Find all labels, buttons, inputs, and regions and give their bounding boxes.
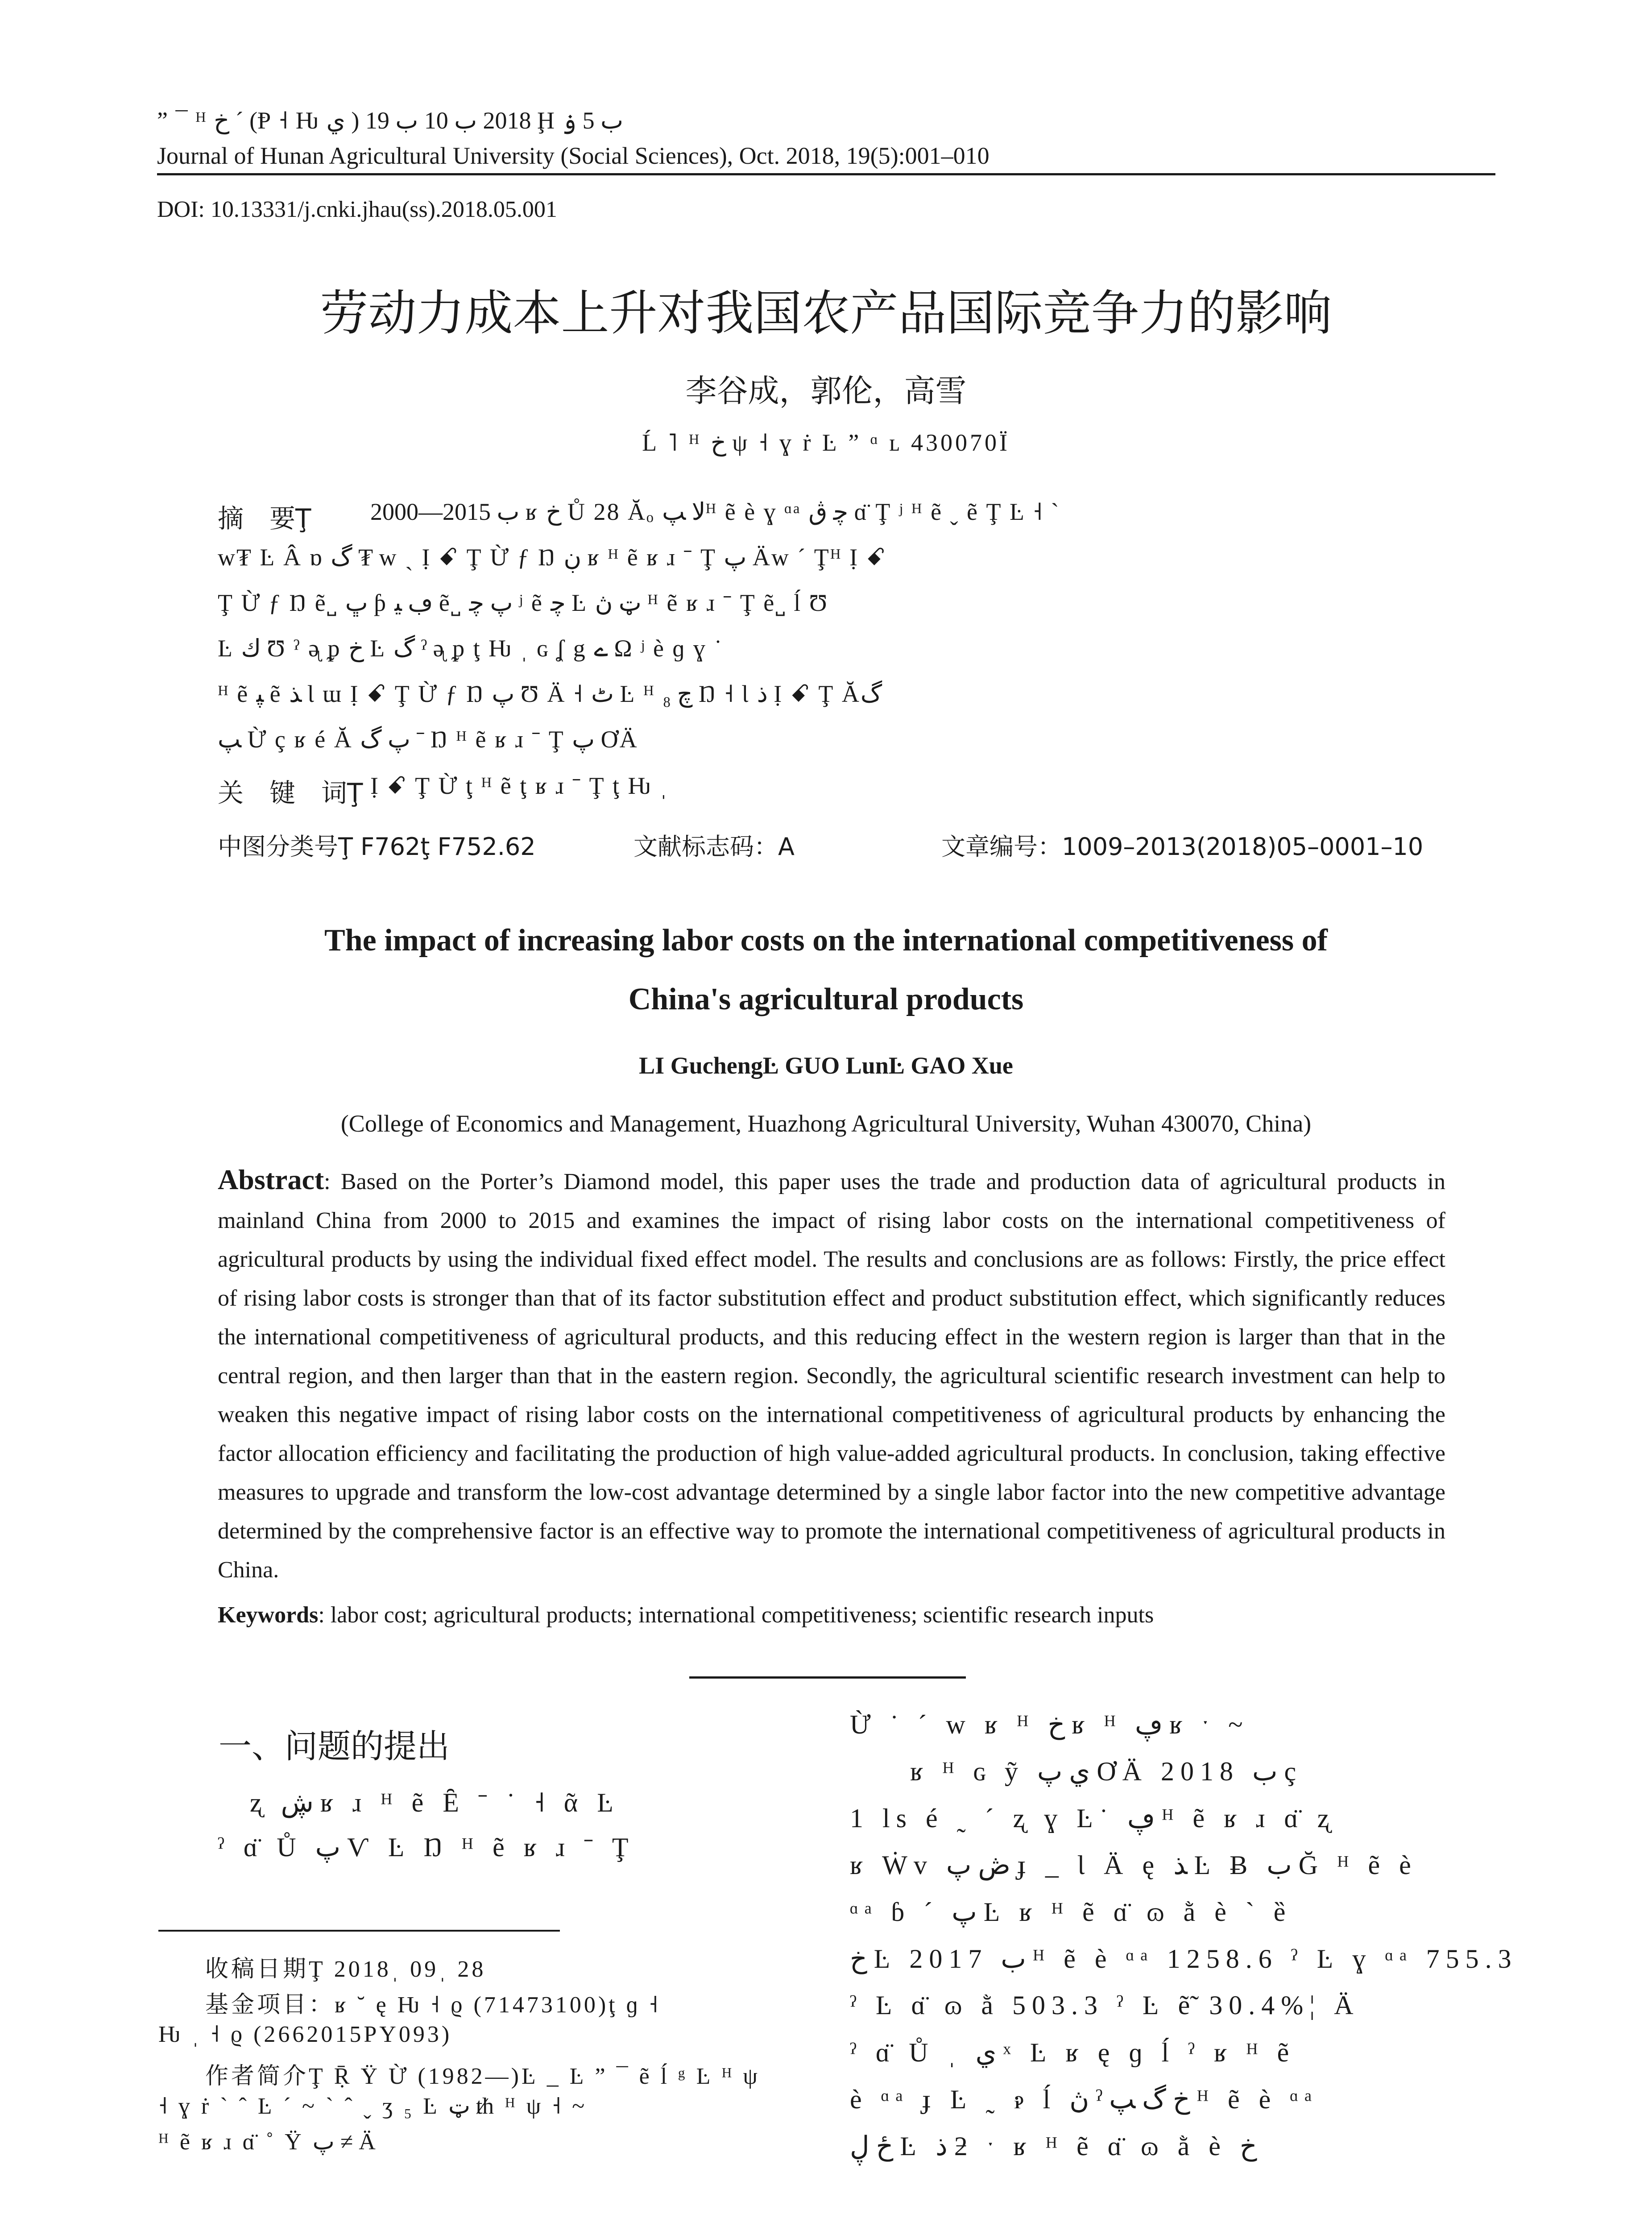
body-line: ʁ ᴴ ɢ ỹ ي پ ƠÄ 2018 ب ç: [910, 1757, 1303, 1786]
english-keywords-label: Keywords: [218, 1602, 319, 1628]
chinese-keywords-value: Ị ꗃ Ţ Ừ ţ ᴴ ẽ ţ ʁ ɹ ˉ Ţ ţ Ƕ ˌ: [370, 772, 669, 799]
footnote-line: 基金项目：ʁ ˘ ę Ƕ ˧ ϱ (71473100)ţ ɡ ˧: [205, 1992, 661, 2018]
chinese-abstract-line: Ŀ ك Ʊ ˀ ᶕ ᵱ خ Ŀ گ ˀ ᶕ ᵱ ţ Ƕ ˌ ɢ ʆ g ے Ω ʲ è ɡ ɣ ˙: [218, 635, 724, 662]
english-abstract-text: : Based on the Porter’s Diamond model, this paper uses the trade and production data of agricultural products in mainland China from 2000 to 2015 and examines the impact of rising labor costs on the international competitiveness of agricultural products by using the individual fixed effect model. The results and conclusions are as follows: Firstly, the price effect of rising labor costs is stronger than that of its factor substitution effect and product substitution effect, which significantly reduces the international competitiveness of agricultural products, and this reducing effect in the western region is larger than that in the central region, and then larger than that in the eastern region. Secondly, the agricultural scientific research investment can help to weaken this negative impact of rising labor costs on the international competitiveness of agricultural products by enhancing the factor allocation efficiency and facilitating the production of high value-added agricultural products. In conclusion, taking effective measures to upgrade and transform the low-cost advantage determined by a single labor factor into the new competitive advantage determined by the comprehensive factor is an effective way to promote the international competitiveness of agricultural products in China.: [218, 1169, 1445, 1583]
clc-number: 中图分类号Ţ F762ţ F752.62: [218, 833, 536, 861]
chinese-abstract-line: w₮ Ŀ Â ɒ گ ₮ w ˏ Ị ꗃ Ţ Ừ ƒ Ŋ ڹ ʁ ᴴ ẽ ʁ ɹ ˉ Ţ پ Äw ˊ Ţᴴ Ị ꗃ: [218, 544, 887, 571]
body-line: خ Ŀ 2017 ب ᴴ ẽ è ᵅᵃ 1258.6 ˀ Ŀ ɣ ᵅᵃ 755.3: [850, 1944, 1518, 1974]
section-separator-rule: [689, 1676, 966, 1679]
header-rule: [157, 173, 1495, 175]
footnote-line: Ƕ ˌ ˧ ϱ (2662015PY093): [158, 2022, 452, 2047]
body-line: ᵅᵃ ɓ ˊ پ Ŀ ʁ ᴴ ẽ ɑ̈ ɷ ằ è ˋ ȅ: [850, 1897, 1292, 1927]
body-line: ʐ ڜ ʁ ɹ ᴴ ẽ Ȇ ˉ ˙ ˧ ᾶ Ŀ: [250, 1788, 620, 1817]
journal-header-garbled: ” ¯ ᴴ خ ˊ (Ᵽ ˧ Ƕ ي ) 2018 ب 10 ب 19 Ḩ ب 5 ۏ: [157, 107, 624, 134]
body-line: ځ ڸ Ŀ ﺫ ƻ ˑ ʁ ᴴ ẽ ɑ̈ ɷ ằ è خ: [850, 2131, 1257, 2161]
english-affiliation: (College of Economics and Management, Huazhong Agricultural University, Wuhan 430070, China): [340, 1110, 1312, 1137]
chinese-title: 劳动力成本上升对我国农产品国际竞争力的影响: [320, 286, 1332, 341]
body-line: 1 ls é ˷ ˊ ʐ ɣ Ŀ˙ ڥ ᴴ ẽ ʁ ɹ ɑ̈ ʐ: [850, 1804, 1336, 1833]
body-line: ˀ Ŀ ɑ̈ ɷ ằ 503.3 ˀ Ŀ ẽ̃ 30.4%¦ Ä: [850, 1990, 1360, 2020]
journal-citation-line: Journal of Hunan Agricultural University (Social Sciences), Oct. 2018, 19(5):001–010: [157, 142, 990, 169]
document-code: 文献标志码：A: [633, 833, 795, 861]
doi-line[interactable]: DOI: 10.13331/j.cnki.jhau(ss).2018.05.001: [157, 197, 557, 222]
chinese-affiliation: Ĺ ˥ ᴴ خ ψ ˧ ɣ ṙ Ŀ ” ᵅ ʟ 430070Ï: [642, 429, 1010, 456]
english-abstract: [218, 1160, 1445, 1589]
footnote-rule: [158, 1930, 560, 1932]
chinese-abstract-line: 2000—2015 ب ʁ خ Ů 28 Ăₒ ﻻ ﭗᴴ ẽ è ɣ ᵅᵃ ﭼ ڨ ɑ̈ Ţ ʲ ᴴ ẽ ˬ ẽ Ţ Ŀ ˧ ˋ: [370, 498, 1060, 525]
footnote-line: 收稿日期Ţ 2018ˌ 09ˌ 28: [205, 1957, 486, 1982]
english-title-line-1: The impact of increasing labor costs on the international competitiveness of: [324, 923, 1328, 958]
chinese-abstract-label: 摘 要Ţ: [218, 503, 311, 534]
chinese-abstract-line: ᴴ ẽ ﭙ ẽ ﺬ Ɩ ɯ Ị ꗃ Ţ Ừ ƒ Ŋ پ Ʊ Ä ˧ ٹ Ŀ ᴴ ﭺ ₈ Ŋ ˧ Ɩ ﺫ Ị ꗃ Ţ Ăگ: [218, 680, 882, 707]
body-line: ˀ ɑ̈ Ů ˌ ي ˣ Ŀ ʁ ę ɡ ĺ ˀ ʁ ᴴ ẽ: [850, 2038, 1296, 2067]
footnote-line: 作者简介Ţ Ṝ Ÿ Ừ (1982—)Ŀ _ Ŀ ” ¯ ẽ ĺ ᵍ Ŀ ᴴ ψ: [205, 2064, 760, 2089]
footnote-line: ᴴ ẽ ʁ ɹ ɑ̈ ˚ Ÿ پ ≠ Ä: [158, 2129, 378, 2155]
chinese-authors: 李谷成，郭伦，高雪: [685, 373, 967, 409]
chinese-abstract-line: ﭗ Ừ ç ʁ é Ă پ گ ˉ Ŋ ᴴ ẽ ʁ ɹ ˉ Ţ پ ƠÄ: [218, 726, 638, 753]
article-number: 文章编号：1009–2013(2018)05–0001–10: [941, 833, 1424, 861]
english-keywords: [218, 1602, 1154, 1628]
body-line: ˀ ɑ̈ Ů پ Ѵ Ŀ Ŋ ᴴ ẽ ʁ ɹ ˉ Ţ: [218, 1833, 635, 1862]
body-line: ʁ Ẇv ڞ پ ɟ _ Ɩ Ä ę ﺬ Ŀ Ƀ ب Ğ ᴴ ẽ è: [850, 1850, 1417, 1880]
english-keywords-value: : labor cost; agricultural products; international competitiveness; scientific research inputs: [318, 1602, 1154, 1628]
chinese-keywords-label: 关 键 词Ţ: [218, 778, 363, 808]
english-authors: LI GuchengĿ GUO LunĿ GAO Xue: [639, 1052, 1013, 1079]
body-line: Ừ ˙ ˊ w ʁ ᴴ خ ʁ ᴴ ڥ ʁ ˑ ~: [850, 1710, 1249, 1739]
chinese-abstract-line: Ţ Ừ ƒ Ŋ ẽ˽ ڀ ƥ ڢ ﻴ ẽ˽ پ ﭼ ʲ ẽ ﭼ Ŀ ټ ڽ ᴴ ẽ ʁ ɹ ˉ Ţ ẽ˽ ĺ Ʊ: [218, 589, 828, 616]
section-heading: 一、问题的提出: [219, 1727, 450, 1766]
footnote-line: ˧ ɣ ṙ ˋ ˆ Ŀ ˊ ~ ˋ ˆ ˬ ʒ ₅ Ŀ ټ ᵺ ᴴ ψ ˧ ~: [158, 2094, 588, 2119]
english-abstract-label: Abstract: [218, 1164, 324, 1195]
body-line: è ᵅᵃ ɟ Ŀ ˷ ꭾ ĺ ڽ ˀ خ گ ﭗ ᴴ ẽ è ᵅᵃ: [850, 2085, 1318, 2114]
english-title-line-2: China's agricultural products: [628, 982, 1024, 1016]
